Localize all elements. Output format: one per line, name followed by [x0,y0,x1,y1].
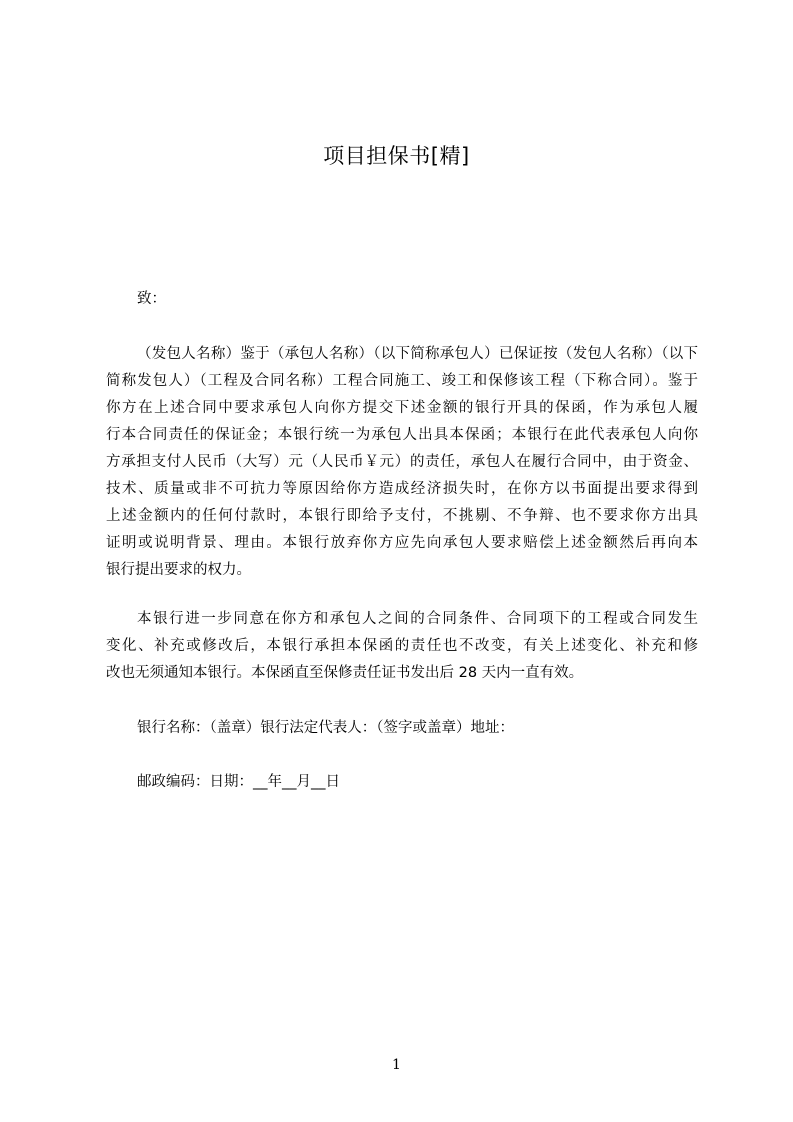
paragraph-line: 简称发包人）（工程及合同名称）工程合同施工、竣工和保修该工程（下称合同）。鉴于 [106,373,698,389]
paragraph-line: （发包人名称）鉴于（承包人名称）（以下简称承包人）已保证按（发包人名称）（以下 [137,346,698,362]
paragraph-line: 银行提出要求的权力。 [106,562,251,578]
salutation: 致： [137,291,166,307]
paragraph-line: 方承担支付人民币（大写）元（人民币￥元）的责任，承包人在履行合同中，由于资金、 [106,454,698,470]
paragraph-line: 你方在上述合同中要求承包人向你方提交下述金额的银行开具的保函，作为承包人履 [106,400,698,416]
paragraph-line: 上述金额内的任何付款时，本银行即给予支付，不挑剔、不争辩、也不要求你方出具 [106,508,698,524]
paragraph-line: 改也无须通知本银行。本保函直至保修责任证书发出后 28 天内一直有效。 [106,665,584,681]
bank-info-line: 银行名称：（盖章）银行法定代表人：（签字或盖章）地址： [137,720,514,736]
paragraph-line: 证明或说明背景、理由。本银行放弃你方应先向承包人要求赔偿上述金额然后再向本 [106,535,698,551]
postal-date-line: 邮政编码：日期：__年__月__日 [137,774,340,790]
page-number: 1 [392,1057,401,1073]
paragraph-line: 本银行进一步同意在你方和承包人之间的合同条件、合同项下的工程或合同发生 [137,611,698,627]
paragraph-line: 行本合同责任的保证金；本银行统一为承包人出具本保函；本银行在此代表承包人向你 [106,427,698,443]
paragraph-line: 变化、补充或修改后，本银行承担本保函的责任也不改变，有关上述变化、补充和修 [106,638,698,654]
paragraph-line: 技术、质量或非不可抗力等原因给你方造成经济损失时，在你方以书面提出要求得到 [106,481,698,497]
document-title: 项目担保书[精] [323,144,470,168]
